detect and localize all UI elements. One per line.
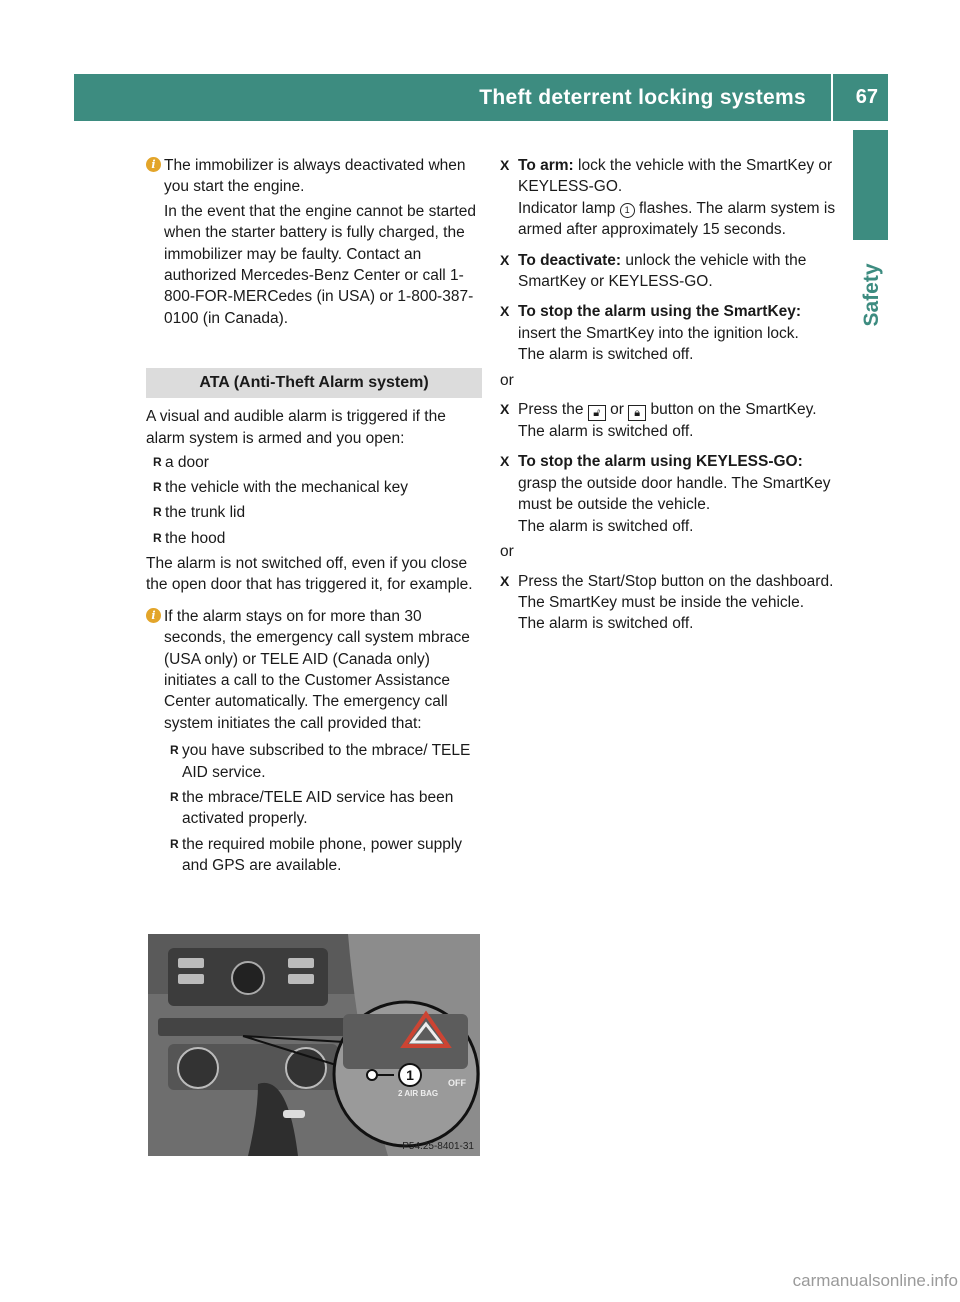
- or-text: or: [500, 543, 514, 561]
- airbag-label: 2 AIR BAG: [398, 1089, 439, 1098]
- step-text: insert the SmartKey into the ignition lock.: [518, 324, 799, 342]
- instruction-step: [500, 155, 836, 241]
- off-label: OFF: [448, 1078, 466, 1088]
- info-icon: i: [146, 608, 161, 623]
- step-text: lock the vehicle with the SmartKey or KEYLESS-GO.: [518, 157, 833, 196]
- step-text: Press the Start/Stop button on the dashboard. The SmartKey must be inside the vehicle.: [518, 572, 834, 611]
- step-marker-icon: X: [500, 401, 510, 418]
- step-label: To stop the alarm using KEYLESS-GO:: [518, 453, 803, 471]
- step-result: The alarm is switched off.: [518, 423, 694, 441]
- header-divider: [831, 74, 833, 121]
- note-text: In the event that the engine cannot be started when the starter battery is fully charged, the immobilizer may be faulty. Contact an authorized Mercedes-Benz Center or call 1-800-FOR-MERCedes (in USA) or 1-800-387-0100 (in Canada).: [164, 202, 476, 327]
- step-text: or: [610, 401, 624, 419]
- step-result: The alarm is switched off.: [518, 346, 694, 364]
- footer-watermark: carmanualsonline.info: [792, 1271, 958, 1290]
- instruction-step: [500, 571, 836, 635]
- list-item: R the mbrace/TELE AID service has been activated properly.: [170, 788, 454, 828]
- step-result: flashes. The alarm system is armed after approximately 15 seconds.: [518, 199, 836, 239]
- right-column: [500, 155, 836, 644]
- info-note-alarm-call: [146, 606, 482, 877]
- step-text: Press the: [518, 401, 584, 419]
- section-tab-label: [847, 250, 897, 340]
- body-text: The alarm is not switched off, even if you close the open door that has triggered it, for example.: [146, 554, 473, 594]
- lock-icon: 🔒︎: [628, 405, 646, 421]
- step-result: The alarm is switched off.: [518, 615, 694, 633]
- dashboard-illustration: [148, 934, 480, 1156]
- step-marker-icon: X: [500, 303, 510, 320]
- list-item: R the vehicle with the mechanical key: [153, 479, 408, 497]
- page-header: [74, 74, 888, 121]
- step-label: To deactivate:: [518, 251, 622, 269]
- instruction-step: [500, 301, 836, 365]
- callout-1-icon: 1: [620, 203, 635, 218]
- step-marker-icon: X: [500, 453, 510, 470]
- list-item: R you have subscribed to the mbrace/ TELE AID service.: [170, 742, 471, 781]
- step-marker-icon: X: [500, 572, 510, 589]
- callout-number: 1: [406, 1067, 414, 1083]
- photo-reference-code: P54.25-8401-31: [402, 1141, 474, 1152]
- header-title: Theft deterrent locking systems: [479, 86, 806, 109]
- step-result: The alarm is switched off.: [518, 517, 694, 535]
- step-marker-icon: X: [500, 251, 510, 268]
- list-item: R a door: [153, 454, 209, 472]
- section-tab: [853, 130, 888, 240]
- trigger-list: [146, 452, 482, 549]
- condition-list: [164, 740, 482, 876]
- list-item: R the hood: [153, 529, 226, 547]
- or-text: or: [500, 371, 514, 389]
- step-text: grasp the outside door handle. The SmartKey must be outside the vehicle.: [518, 474, 831, 514]
- step-text: button on the SmartKey.: [650, 401, 817, 419]
- info-note-immobilizer: [146, 155, 482, 329]
- section-heading: ATA (Anti-Theft Alarm system): [146, 368, 482, 398]
- step-text: unlock the vehicle with the SmartKey or KEYLESS-GO.: [518, 251, 807, 291]
- info-icon: i: [146, 157, 161, 172]
- step-marker-icon: X: [500, 157, 510, 173]
- section-tab-text: Safety: [860, 263, 883, 327]
- unlock-icon: 🔓︎: [588, 405, 606, 421]
- dashboard-photo: [148, 934, 480, 1156]
- intro-text: A visual and audible alarm is triggered if the alarm system is armed and you open:: [146, 408, 446, 447]
- instruction-step: [500, 399, 836, 442]
- step-label: To stop the alarm using the SmartKey:: [518, 303, 802, 321]
- step-result: Indicator lamp: [518, 199, 616, 217]
- page-number: 67: [855, 86, 878, 108]
- note-text: The immobilizer is always deactivated when you start the engine.: [164, 157, 466, 196]
- step-label: To arm:: [518, 157, 574, 174]
- instruction-step: [500, 451, 836, 537]
- note-text: If the alarm stays on for more than 30 seconds, the emergency call system mbrace (USA only) or TELE AID (Canada only) initiates a call to the Customer Assistance Center automatically. The emergency call system initiates the call provided that:: [164, 607, 470, 732]
- list-item: R the required mobile phone, power supply and GPS are available.: [170, 835, 463, 875]
- left-column: [146, 155, 482, 881]
- instruction-step: [500, 250, 836, 293]
- list-item: R the trunk lid: [153, 504, 246, 522]
